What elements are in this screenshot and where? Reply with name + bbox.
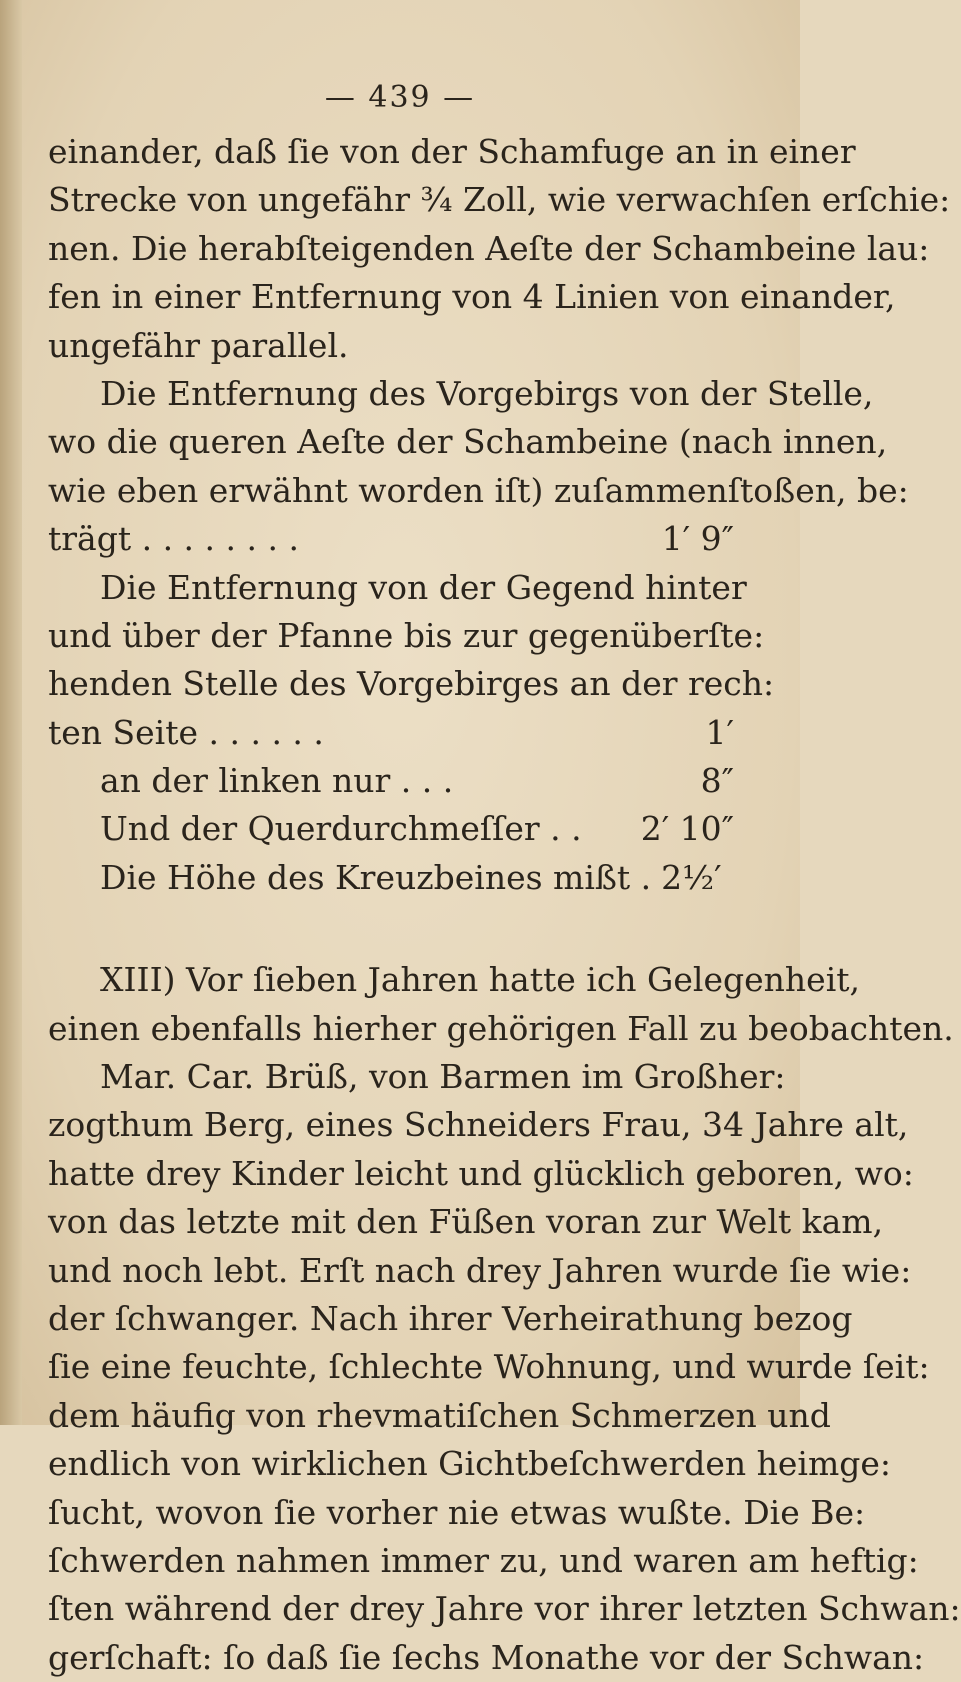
measurement-label: Und der Querdurchmeſſer . . <box>100 809 582 849</box>
text-line: henden Stelle des Vorgebirges an der rech: <box>48 664 775 704</box>
text-line: einen ebenfalls hierher gehörigen Fall zu beobachten. <box>48 1008 954 1048</box>
text-line: ſie eine feuchte, ſchlechte Wohnung, und wurde ſeit: <box>48 1347 930 1387</box>
measurement-value: 8″ <box>700 761 734 801</box>
text-line: zogthum Berg, eines Schneiders Frau, 34 Jahre alt, <box>48 1105 909 1145</box>
text-line: ſten während der drey Jahre vor ihrer letzten Schwan: <box>48 1589 961 1629</box>
measurement-row <box>48 854 758 902</box>
measurement-label: ten Seite . . . . . . <box>48 712 324 752</box>
paragraph-gap <box>48 902 758 956</box>
measurement-label: Die Höhe des Kreuzbeines mißt . <box>100 857 652 897</box>
text-line: wo die queren Aeſte der Schambeine (nach innen, <box>48 422 888 462</box>
text-line: hatte drey Kinder leicht und glücklich geboren, wo: <box>48 1153 914 1193</box>
text-line: ſucht, wovon ſie vorher nie etwas wußte. Die Be: <box>48 1492 866 1532</box>
text-line: ungefähr parallel. <box>48 325 349 365</box>
text-line: von das letzte mit den Füßen voran zur Welt kam, <box>48 1202 884 1242</box>
text-line: fen in einer Entfernung von 4 Linien von einander, <box>48 277 896 317</box>
text-line: ſchwerden nahmen immer zu, und waren am heftig: <box>48 1540 919 1580</box>
text-line: gerſchaft: ſo daß ſie ſechs Monathe vor der Schwan: <box>48 1637 925 1677</box>
page-edge <box>0 0 22 1425</box>
text-line: dem häufig von rhevmatiſchen Schmerzen und <box>48 1395 831 1435</box>
text-line: Die Entfernung des Vorgebirgs von der Stelle, <box>100 373 874 413</box>
text-line: nen. Die herabſteigenden Aeſte der Schambeine lau: <box>48 228 930 268</box>
text-line: einander, daß ſie von der Schamfuge an in einer <box>48 132 856 171</box>
text-line: Die Entfernung von der Gegend hinter <box>100 567 747 607</box>
measurement-row <box>48 757 758 805</box>
text-line: endlich von wirklichen Gichtbeſchwerden heimge: <box>48 1444 892 1484</box>
measurement-value: 1′ 9″ <box>661 519 734 559</box>
measurement-row <box>48 709 758 757</box>
body-text <box>48 128 961 1682</box>
measurement-value: 2′ 10″ <box>640 809 734 849</box>
text-line: der ſchwanger. Nach ihrer Verheirathung bezog <box>48 1298 853 1338</box>
section-heading-line: XIII) Vor ſieben Jahren hatte ich Gelegenheit, <box>100 960 861 1000</box>
measurement-row <box>48 805 758 853</box>
measurement-value: 1′ <box>705 712 734 752</box>
text-line: Strecke von ungefähr ¾ Zoll, wie verwachſen erſchie: <box>48 180 951 220</box>
measurement-label: trägt . . . . . . . . <box>48 519 299 559</box>
text-line: und über der Pfanne bis zur gegenüberſte: <box>48 615 765 655</box>
text-line: wie eben erwähnt worden iſt) zuſammenſtoßen, be: <box>48 470 909 510</box>
text-line: Mar. Car. Brüß, von Barmen im Großher: <box>100 1057 786 1097</box>
measurement-label: an der linken nur . . . <box>100 761 454 801</box>
text-line: und noch lebt. Erſt nach drey Jahren wurde ſie wie: <box>48 1250 912 1290</box>
measurement-row <box>48 515 758 563</box>
page-number: — 439 — <box>324 80 476 115</box>
measurement-value: 2½′ <box>661 857 722 897</box>
